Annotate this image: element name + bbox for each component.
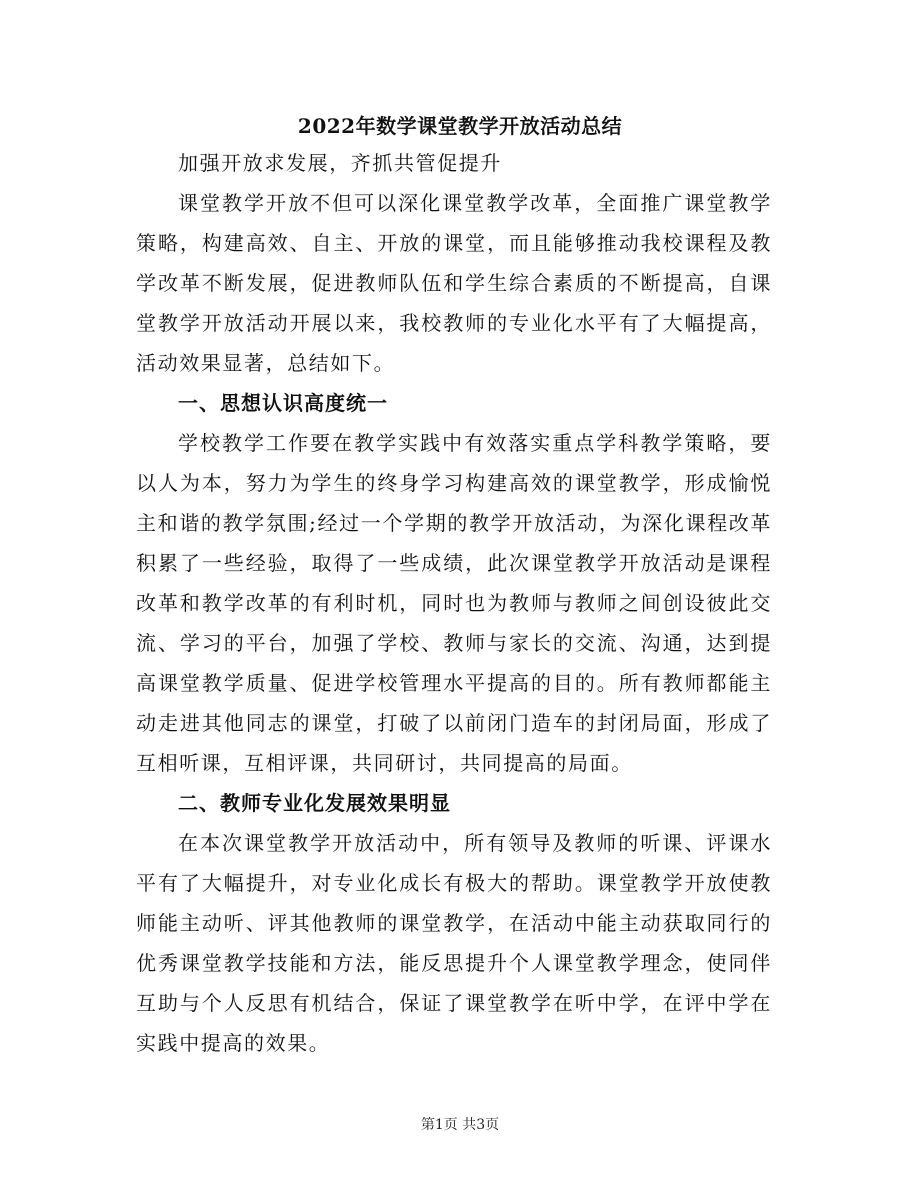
section-2-heading: 二、教师专业化发展效果明显: [178, 791, 451, 815]
section-1-paragraph: 学校教学工作要在教学实践中有效落实重点学科教学策略，要以人为本，努力为学生的终身学习构建高效的课堂教学，形成愉悦主和谐的教学氛围;经过一个学期的教学开放活动，为深化课程改革积累了一些经验，取得了一些成绩，此次课堂教学开放活动是课程改革和教学改革的有利时机，同时也为教师与教师之间创设彼此交流、学习的平台，加强了学校、教师与家长的交流、沟通，达到提高课堂教学质量、促进学校管理水平提高的目的。所有教师都能主动走进其他同志的课堂，打破了以前闭门造车的封闭局面，形成了互相听课，互相评课，共同研讨，共同提高的局面。: [136, 431, 772, 775]
page-number: 第1页 共3页: [420, 1117, 500, 1133]
section-1-heading: 一、思想认识高度统一: [178, 391, 388, 415]
document-body: [136, 143, 772, 1063]
section-2-paragraph: 在本次课堂教学开放活动中，所有领导及教师的听课、评课水平有了大幅提升，对专业化成长有极大的帮助。课堂教学开放使教师能主动听、评其他教师的课堂教学，在活动中能主动获取同行的优秀课堂教学技能和方法，能反思提升个人课堂教学理念，使同伴互助与个人反思有机结合，保证了课堂教学在听中学，在评中学在实践中提高的效果。: [136, 831, 772, 1055]
subtitle-paragraph: 加强开放求发展，齐抓共管促提升: [178, 151, 502, 175]
document-title: 2022年数学课堂教学开放活动总结: [297, 114, 623, 138]
intro-paragraph: 课堂教学开放不但可以深化课堂教学改革，全面推广课堂教学策略，构建高效、自主、开放的课堂，而且能够推动我校课程及教学改革不断发展，促进教师队伍和学生综合素质的不断提高，自课堂教学开放活动开展以来，我校教师的专业化水平有了大幅提高，活动效果显著，总结如下。: [136, 191, 772, 375]
